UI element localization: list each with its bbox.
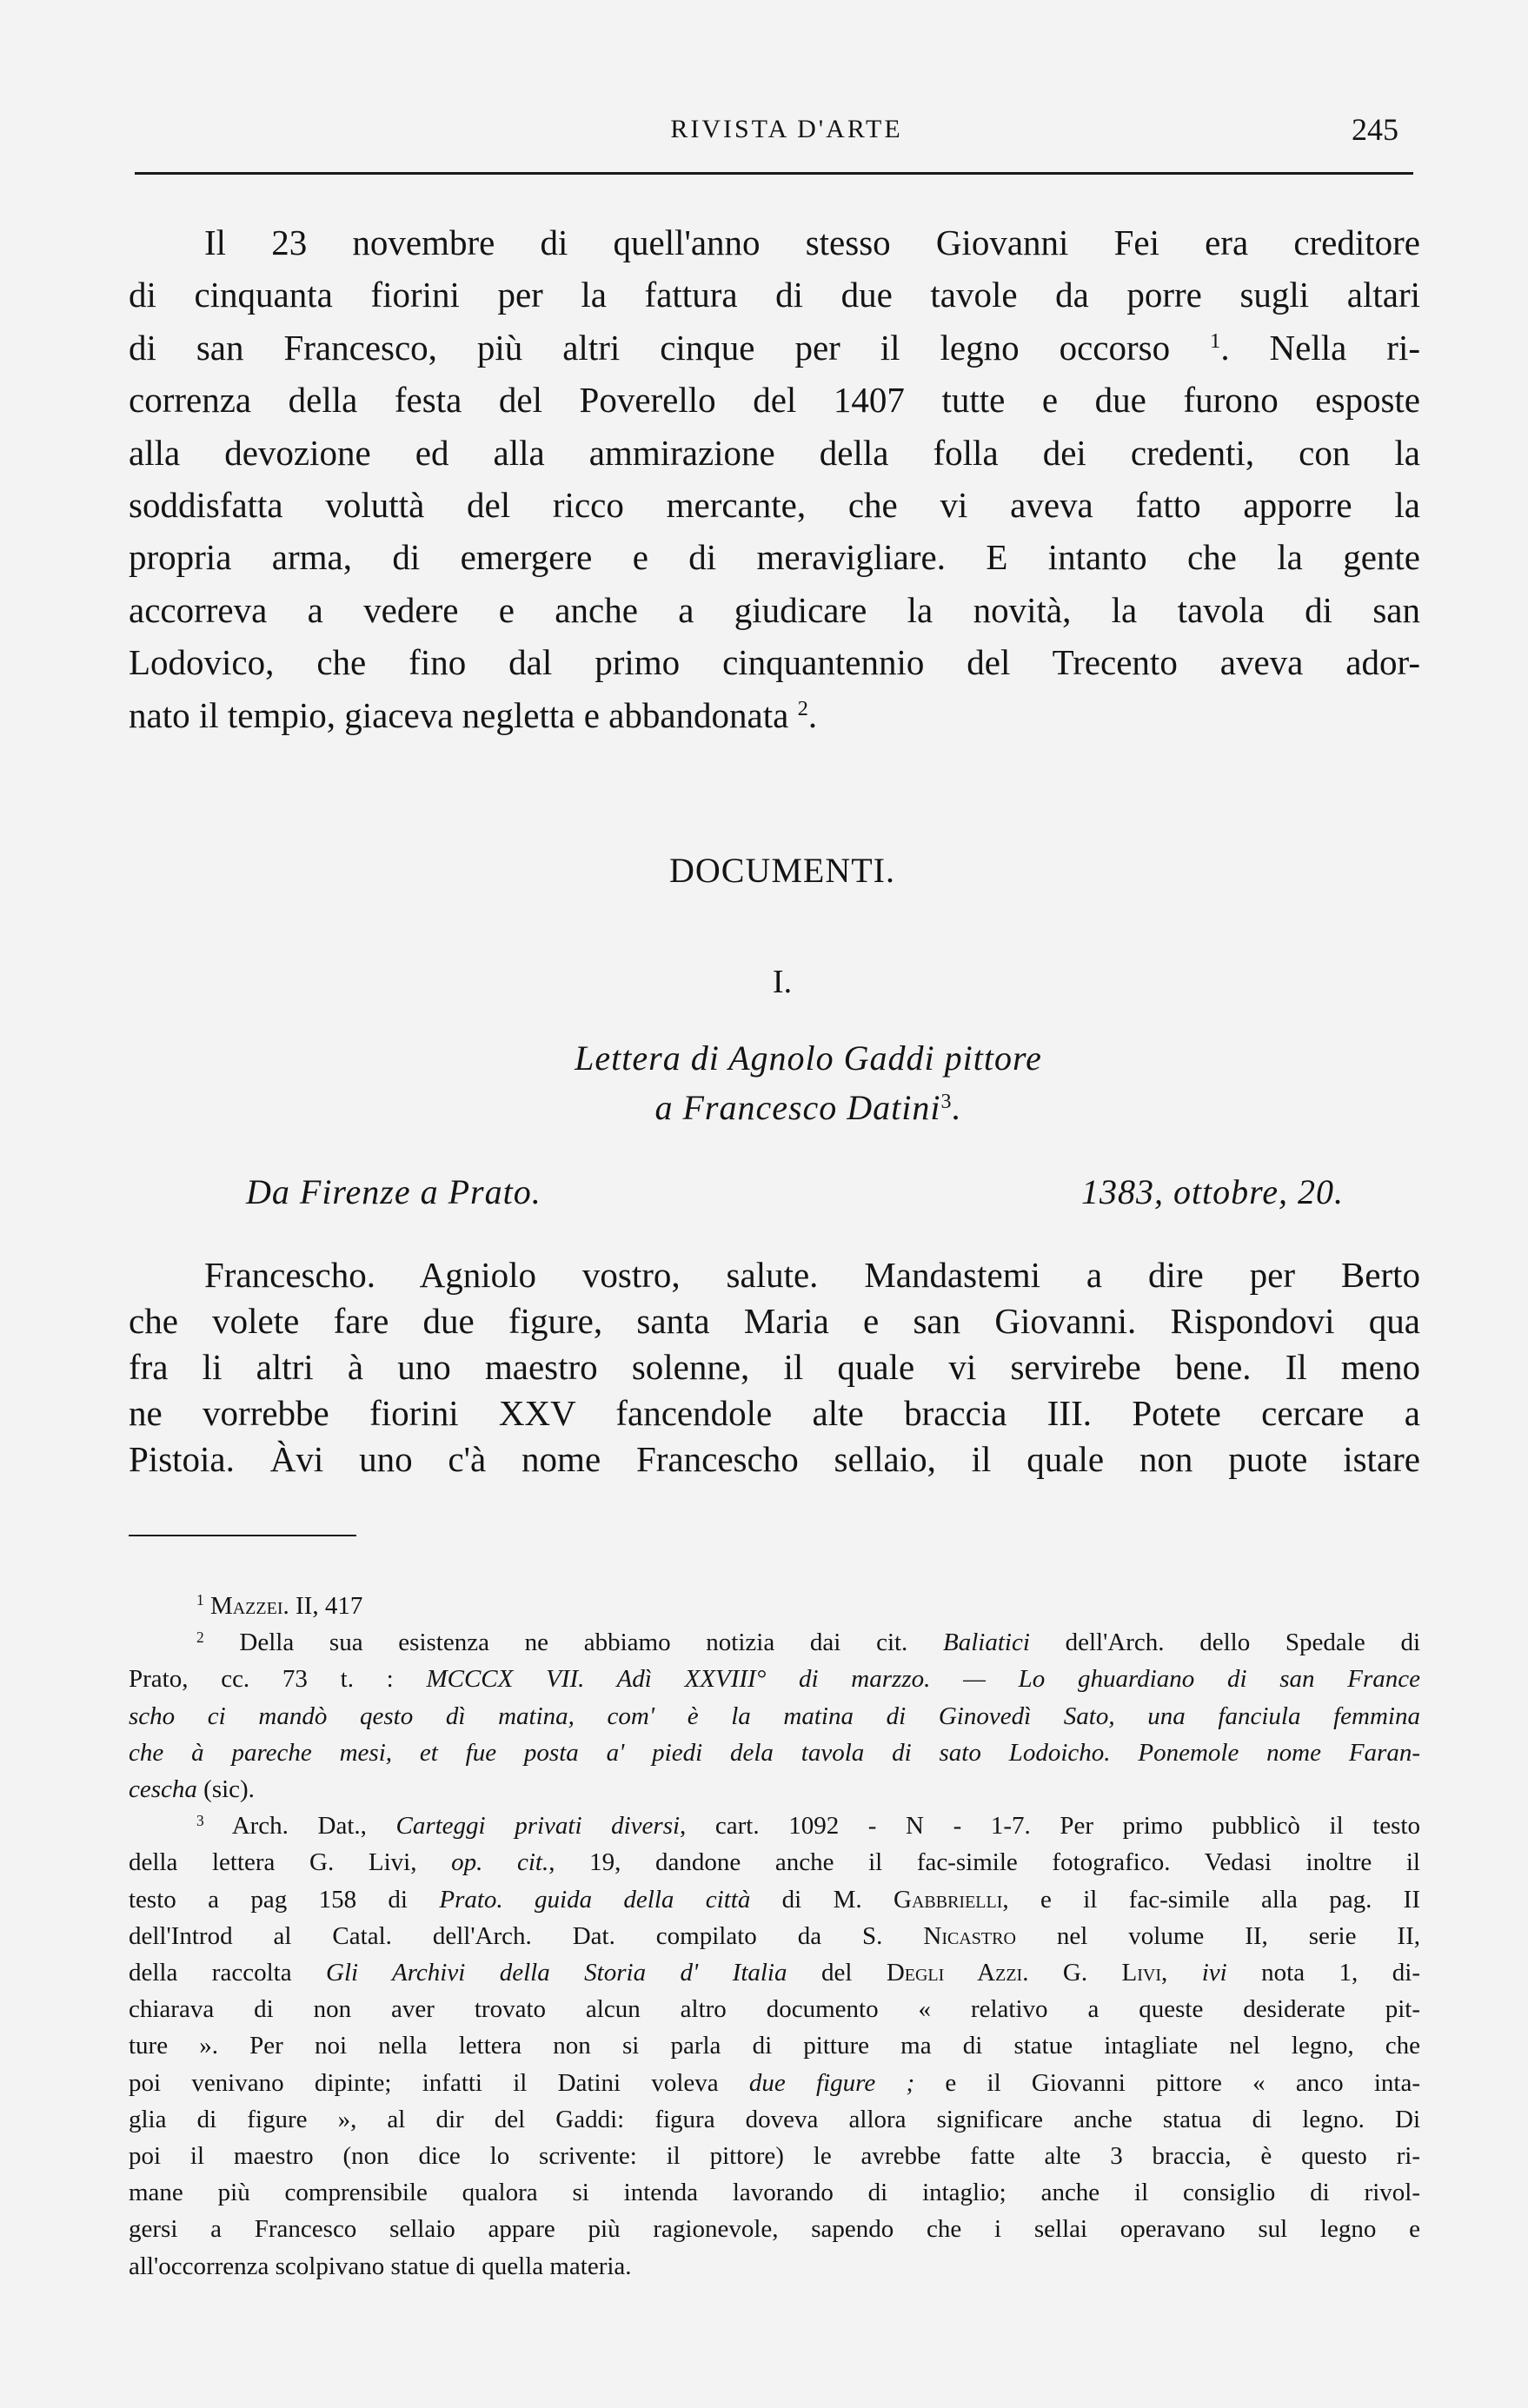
text-run: Mazzei (209, 1592, 283, 1620)
text-run: poi venivano dipinte; infatti il Datini voleva (129, 2068, 749, 2097)
header-rule (135, 172, 1413, 175)
footnote-line (129, 1954, 1420, 1991)
footnote-line (196, 1588, 1420, 1624)
text-run: Francescho. Agniolo vostro, salute. Mandastemi a dire per Berto (204, 1255, 1420, 1295)
letter-line (129, 1436, 1420, 1483)
text-run: nel volume II, serie II, (1015, 1921, 1420, 1950)
text-run: Lodovico, che fino dal primo cinquantennio del Trecento aveva ador- (129, 642, 1420, 683)
text-run: , cart. 1092 - N - 1-7. Per primo pubblicò il testo (680, 1812, 1420, 1841)
text-run: . (807, 694, 818, 735)
footnote-line (129, 2211, 1420, 2247)
body-line (129, 531, 1420, 583)
text-run: due figure ; (748, 2068, 915, 2097)
footnote-line (129, 2138, 1420, 2174)
text-run: che volete fare due figure, santa Maria e san Giovanni. Rispondovi qua (129, 1301, 1420, 1341)
text-run: di san Francesco, più altri cinque per il legno occorso (129, 327, 1211, 368)
footnote-line (129, 2174, 1420, 2211)
text-run: dell'Arch. dello Spedale di (1029, 1629, 1420, 1657)
text-run: soddisfatta voluttà del ricco mercante, che vi aveva fatto apporre la (129, 485, 1420, 525)
text-run: . Nella ri- (1220, 327, 1420, 368)
text-run: (sic). (196, 1775, 255, 1803)
footnote-ref[interactable]: 2 (196, 1628, 204, 1646)
footnote-line (129, 1661, 1420, 1697)
footnote-ref[interactable]: 2 (797, 697, 808, 721)
footnote-line (196, 1624, 1420, 1661)
footnote-line (129, 1844, 1420, 1881)
title-end: . (952, 1088, 962, 1127)
letter-place: Da Firenze a Prato. (246, 1172, 541, 1211)
text-run: Nicastro (923, 1921, 1016, 1950)
letter-line (129, 1344, 1420, 1390)
body-line (129, 584, 1420, 636)
letter-line (129, 1390, 1420, 1436)
text-run: Arch. Dat., (203, 1812, 396, 1841)
body-line (129, 636, 1420, 688)
body-line (129, 427, 1420, 479)
text-run: di M. (750, 1885, 894, 1914)
text-run: della raccolta (129, 1959, 327, 1987)
footnote-ref[interactable]: 1 (1210, 329, 1221, 354)
text-run: . G. (1022, 1959, 1122, 1987)
text-run: mane più comprensibile qualora si intenda lavorando di intaglio; anche il consiglio di rivol- (129, 2179, 1420, 2207)
footnote-line (129, 2065, 1420, 2101)
footnote-line (129, 1735, 1420, 1771)
footnote-line (129, 1918, 1420, 1954)
running-header-title: RIVISTA D'ARTE (670, 115, 903, 143)
footnote-ref[interactable]: 3 (196, 1811, 204, 1829)
footnote-line (129, 2248, 1420, 2285)
document-title-recipient: a Francesco Datini (654, 1088, 941, 1127)
text-run: fra li altri à uno maestro solenne, il quale vi servirebe bene. Il meno (129, 1347, 1420, 1387)
text-run: e il Giovanni pittore « anco inta- (914, 2068, 1420, 2097)
footnote-line (129, 2101, 1420, 2138)
text-run: , 19, dandone anche il fac-simile fotografico. Vedasi inoltre il (548, 1848, 1420, 1877)
text-run: che à pareche mesi, et fue posta a' piedi dela tavola di sato Lodoicho. Ponemole nome Faran- (129, 1738, 1420, 1767)
text-run: cescha (129, 1775, 197, 1803)
text-run: ture ». Per noi nella lettera non si parla di pitture ma di statue intagliate nel legno, che (129, 2032, 1420, 2060)
body-line (129, 322, 1420, 374)
text-run: alla devozione ed alla ammirazione della folla dei credenti, con la (129, 432, 1420, 473)
text-run: testo a pag 158 di (129, 1885, 440, 1914)
text-run: Degli Azzi (886, 1959, 1023, 1987)
letter-date: 1383, ottobre, 20. (1080, 1172, 1344, 1211)
text-run: scho ci mandò qesto dì matina, com' è la matina di Ginovedì Sato, una fanciula femmina (129, 1702, 1420, 1730)
footnote-rule (129, 1535, 356, 1536)
body-line (129, 689, 1420, 741)
text-run: correnza della festa del Poverello del 1407 tutte e due furono esposte (129, 380, 1420, 421)
text-run: nato il tempio, giaceva negletta e abbandonata (129, 694, 798, 735)
footnote-ref[interactable]: 1 (196, 1591, 204, 1609)
text-run: della lettera G. Livi, (129, 1848, 452, 1877)
text-run: gersi a Francesco sellaio appare più ragionevole, sapendo che i sellai operavano sul legno e (129, 2215, 1420, 2244)
letter-line (129, 1298, 1420, 1344)
page-number: 245 (1352, 112, 1398, 147)
footnote-line (129, 2027, 1420, 2064)
text-run: Il 23 novembre di quell'anno stesso Giovanni Fei era creditore (204, 222, 1420, 262)
document-number: I. (772, 964, 793, 1000)
text-run: Della sua esistenza ne abbiamo notizia dai cit. (203, 1629, 944, 1657)
text-run: chiarava di non aver trovato alcun altro documento « relativo a queste desiderate pit- (129, 1995, 1420, 2024)
document-title-line2 (522, 1087, 1095, 1128)
document-title-line1: Lettera di Agnolo Gaddi pittore (575, 1038, 1042, 1078)
text-run: ne vorrebbe fiorini XXV fancendole alte braccia III. Potete cercare a (129, 1393, 1420, 1433)
text-run: ivi (1201, 1959, 1227, 1987)
text-run: Gabbrielli (894, 1885, 1003, 1914)
footnote-line (129, 1991, 1420, 2027)
text-run: dell'Introd al Catal. dell'Arch. Dat. compilato da S. (129, 1921, 924, 1950)
text-run: Gli Archivi della Storia d' Italia (326, 1959, 787, 1987)
text-run: accorreva a vedere e anche a giudicare la novità, la tavola di san (129, 589, 1420, 630)
text-run: . II, 417 (282, 1592, 363, 1620)
footnote-line (129, 1881, 1420, 1918)
text-run: propria arma, di emergere e di meravigliare. E intanto che la gente (129, 537, 1420, 578)
body-line (129, 479, 1420, 531)
footnote-line (129, 1771, 1420, 1808)
text-run: , e il fac-simile alla pag. II (1002, 1885, 1420, 1914)
footnote-line (129, 1698, 1420, 1735)
text-run: del (787, 1959, 887, 1987)
text-run: di cinquanta fiorini per la fattura di due tavole da porre sugli altari (129, 275, 1420, 315)
text-run: Carteggi privati diversi (395, 1812, 681, 1841)
text-run: , (1161, 1959, 1202, 1987)
letter-line (204, 1252, 1420, 1298)
text-run: Pistoia. Àvi uno c'à nome Francescho sellaio, il quale non puote istare (129, 1439, 1420, 1479)
text-run: Prato. guida della città (439, 1885, 751, 1914)
text-run: glia di figure », al dir del Gaddi: figura doveva allora significare anche statua di legno. Di (129, 2105, 1420, 2133)
text-run: Prato, cc. 73 t. : (129, 1665, 427, 1694)
footnote-ref-3[interactable]: 3 (940, 1090, 953, 1113)
text-run: nota 1, di- (1226, 1959, 1420, 1987)
body-line (204, 216, 1420, 269)
text-run: MCCCX VII. Adì XXVIII° di marzzo. — Lo ghuardiano di san France (426, 1665, 1420, 1694)
text-run: all'occorrenza scolpivano statue di quella materia. (129, 2252, 632, 2280)
text-run: op. cit. (451, 1848, 549, 1877)
text-run: Baliatici (943, 1629, 1030, 1657)
text-run (204, 1592, 210, 1620)
text-run: poi il maestro (non dice lo scrivente: il pittore) le avrebbe fatte alte 3 braccia, è questo ri- (129, 2142, 1420, 2170)
text-run: Livi (1121, 1959, 1162, 1987)
section-heading: DOCUMENTI. (669, 851, 895, 890)
footnote-line (196, 1808, 1420, 1844)
body-line (129, 269, 1420, 321)
body-line (129, 374, 1420, 426)
